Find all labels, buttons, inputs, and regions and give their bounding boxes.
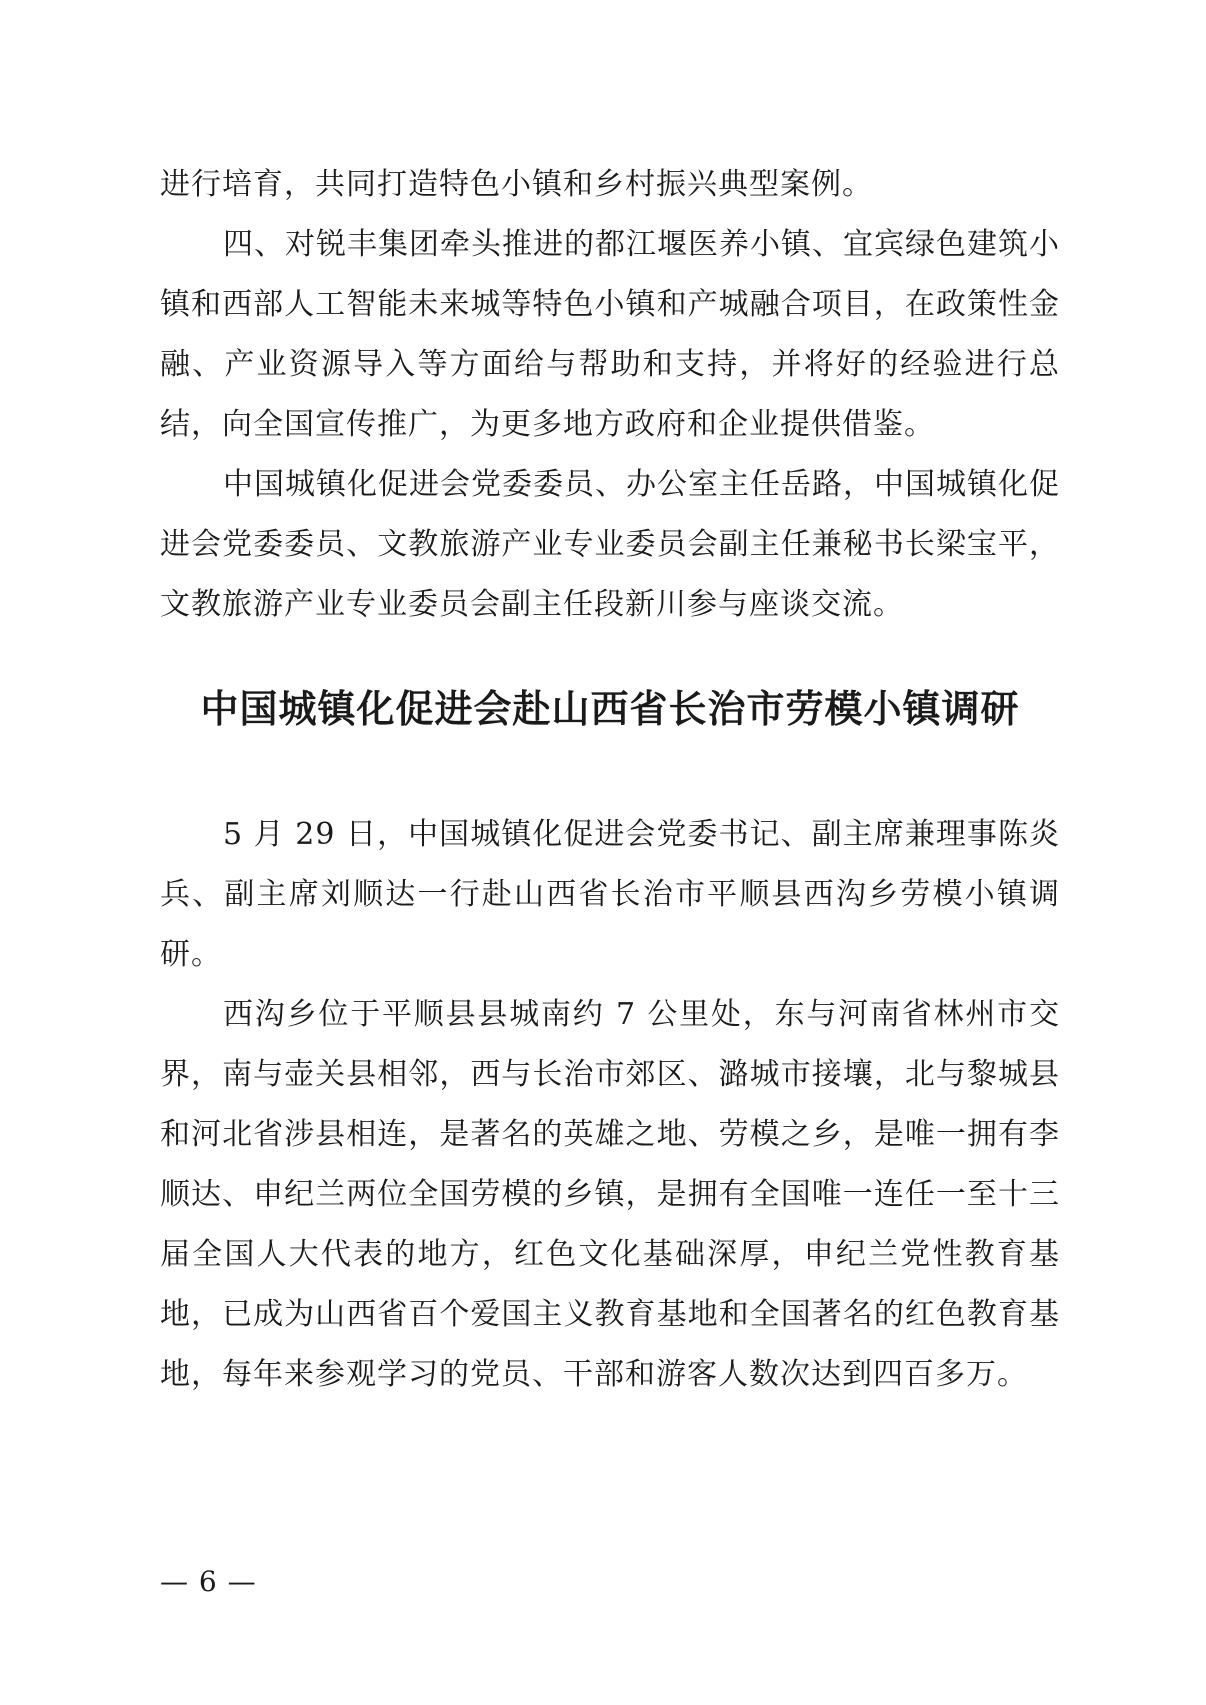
paragraph-attendees: 中国城镇化促进会党委委员、办公室主任岳路，中国城镇化促进会党委委员、文教旅游产业专业委员会副主任兼秘书长梁宝平，文教旅游产业专业委员会副主任段新川参与座谈交流。	[160, 467, 1060, 622]
paragraph-continuation: 进行培育，共同打造特色小镇和乡村振兴典型案例。	[160, 167, 873, 202]
page-body	[160, 155, 1060, 1405]
page-number: — 6 —	[160, 1565, 257, 1598]
paragraph-xigou-description: 西沟乡位于平顺县县城南约 7 公里处，东与河南省林州市交界，南与壶关县相邻，西与长治市郊区、潞城市接壤，北与黎城县和河北省涉县相连，是著名的英雄之地、劳模之乡，是唯一拥有李顺达、申纪兰两位全国劳模的乡镇，是拥有全国唯一连任一至十三届全国人大代表的地方，红色文化基础深厚，申纪兰党性教育基地，已成为山西省百个爱国主义教育基地和全国著名的红色教育基地，每年来参观学习的党员、干部和游客人数次达到四百多万。	[160, 997, 1060, 1392]
paragraph-visit-date: 5 月 29 日，中国城镇化促进会党委书记、副主席兼理事陈炎兵、副主席刘顺达一行赴山西省长治市平顺县西沟乡劳模小镇调研。	[160, 817, 1060, 972]
paragraph-item-four: 四、对锐丰集团牵头推进的都江堰医养小镇、宜宾绿色建筑小镇和西部人工智能未来城等特色小镇和产城融合项目，在政策性金融、产业资源导入等方面给与帮助和支持，并将好的经验进行总结，向全国宣传推广，为更多地方政府和企业提供借鉴。	[160, 227, 1060, 442]
section-heading: 中国城镇化促进会赴山西省长治市劳模小镇调研	[200, 687, 1020, 731]
